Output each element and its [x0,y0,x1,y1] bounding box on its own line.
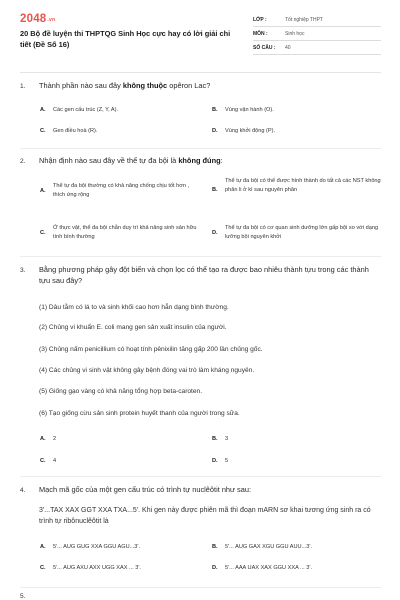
question-text: Nhận định nào sau đây về thể tự đa bội là không đúng: [39,156,223,165]
logo-text: 2048 [20,13,47,25]
info-value: 40 [285,45,291,51]
question-text: Bằng phương pháp gây đột biến và chọn lọc có thể tạo ra được bao nhiêu thành tựu trong các thành tựu sau đây? [39,265,369,285]
question-number: 2. [20,158,26,165]
statement: (4) Các chủng vi sinh vật không gây bệnh đóng vai trò làm kháng nguyên. [39,367,255,374]
emphasis: không đúng [178,156,221,165]
question-divider [20,256,381,257]
document-header [0,0,400,68]
question-number: 5. [20,593,26,600]
info-panel [253,13,381,55]
info-key: MÔN : [253,31,268,37]
statement: 3'...TAX XAX GGT XXA TXA...5'. Khi gen này được phiên mã thì đoạn mARN sơ khai tương ứng sinh ra có trình tự ribônuclêôtit là [39,507,371,525]
question-divider [20,476,381,477]
info-value: Tốt nghiệp THPT [285,17,323,23]
info-value: Sinh học [285,31,305,37]
info-row-subject [253,27,381,41]
logo-suffix: .vn [47,17,56,23]
document-page: 2048.vn 20 Bộ đề luyện thi THPTQG Sinh Học cực hay có lời giải chi tiết (Đề Số 16) LỚP : Tốt nghiệp THPT MÔN : Sinh học SỐ CÂU : 40 1. Thành phần nào sau đây không thuộc opêron Lac? A. Các gen cấu trúc (Z, Y, A). B. Vùng vận hành (O). C. Gen điều hoà (R). D. Vùng khởi động (P). 2. Nhận định nào sau đây về thể tự đa bội là không đúng: A. Thể tự đa bội thường có khả năng chống chịu tốt hơn , thích ứng rộng B. Thể tự đa bội có thể được hình thành do tất cả các NST không phân li ở kì sau nguyên phân C. Ở thực vật, thể đa bội chẵn duy trì khả năng sinh sản hữu tính bình thường D. Thể tự đa bội có cơ quan sinh dưỡng lớn gấp bội so với dạng lưỡng bội nguyên khởi 3. Bằng phương pháp gây đột biến và chọn lọc có thể tạo ra được bao nhiêu thành tựu trong các thành tựu sau đây? (1) Dâu tằm có lá to và sinh khối cao hơn hẳn dạng bình thường. (2) Chủng vi khuẩn E. coli mang gen sản xuất insulin của người. (3) Chủng nấm penicillium có hoạt tính pênixilin tăng gấp 200 lần chủng gốc. (4) Các chủng vi sinh vật không gây bệnh đóng vai trò làm kháng nguyên. (5) Giống gạo vàng có khả năng tổng hợp beta-caroten. (6) Tạo giống cừu sản sinh protein huyết thanh của người trong sữa. A. 2 B. 3 C. 4 D. 5 4. Mạch mã gốc của một gen cấu trúc có trình tự nuclêôtit như sau: 3'...TAX XAX GGT XXA TXA...5'. Khi gen này được phiên mã thì đoạn mARN sơ khai tương ứng sinh ra có trình tự ribônuclêôtit là A. 5'... AUG GUG XXA GGU AGU...3'. B. 5'... AUG GAX XGU GGU AUU...3'. C. 5'... AUG AXU AXX UGG XAX ... 3'. D. 5'... AAA UAX XAX GGU XXA ... 3'. 5. [0,0,400,600]
question-number: 1. [20,83,26,90]
statement: (5) Giống gạo vàng có khả năng tổng hợp beta-caroten. [39,388,203,395]
question-text: Mạch mã gốc của một gen cấu trúc có trình tự nuclêôtit như sau: [39,485,252,494]
question-number: 4. [20,487,26,494]
question-divider [20,148,381,149]
question-number: 3. [20,267,26,274]
question-divider [20,587,381,588]
document-title: 20 Bộ đề luyện thi THPTQG Sinh Học cực hay có lời giải chi tiết (Đề Số 16) [20,29,231,49]
header-divider [20,72,381,73]
statement: (2) Chủng vi khuẩn E. coli mang gen sản xuất insulin của người. [39,324,227,331]
statement: (3) Chủng nấm penicillium có hoạt tính pênixilin tăng gấp 200 lần chủng gốc. [39,346,263,353]
info-row-grade [253,13,381,27]
info-key: LỚP : [253,17,267,23]
statement: (1) Dâu tằm có lá to và sinh khối cao hơn hẳn dạng bình thường. [39,304,229,311]
question-text: Thành phần nào sau đây không thuộc opêron Lac? [39,81,211,90]
info-row-count [253,41,381,55]
statement: (6) Tạo giống cừu sản sinh protein huyết thanh của người trong sữa. [39,410,240,417]
info-key: SỐ CÂU : [253,45,276,51]
site-logo[interactable] [20,13,55,25]
emphasis: không thuộc [122,81,168,90]
